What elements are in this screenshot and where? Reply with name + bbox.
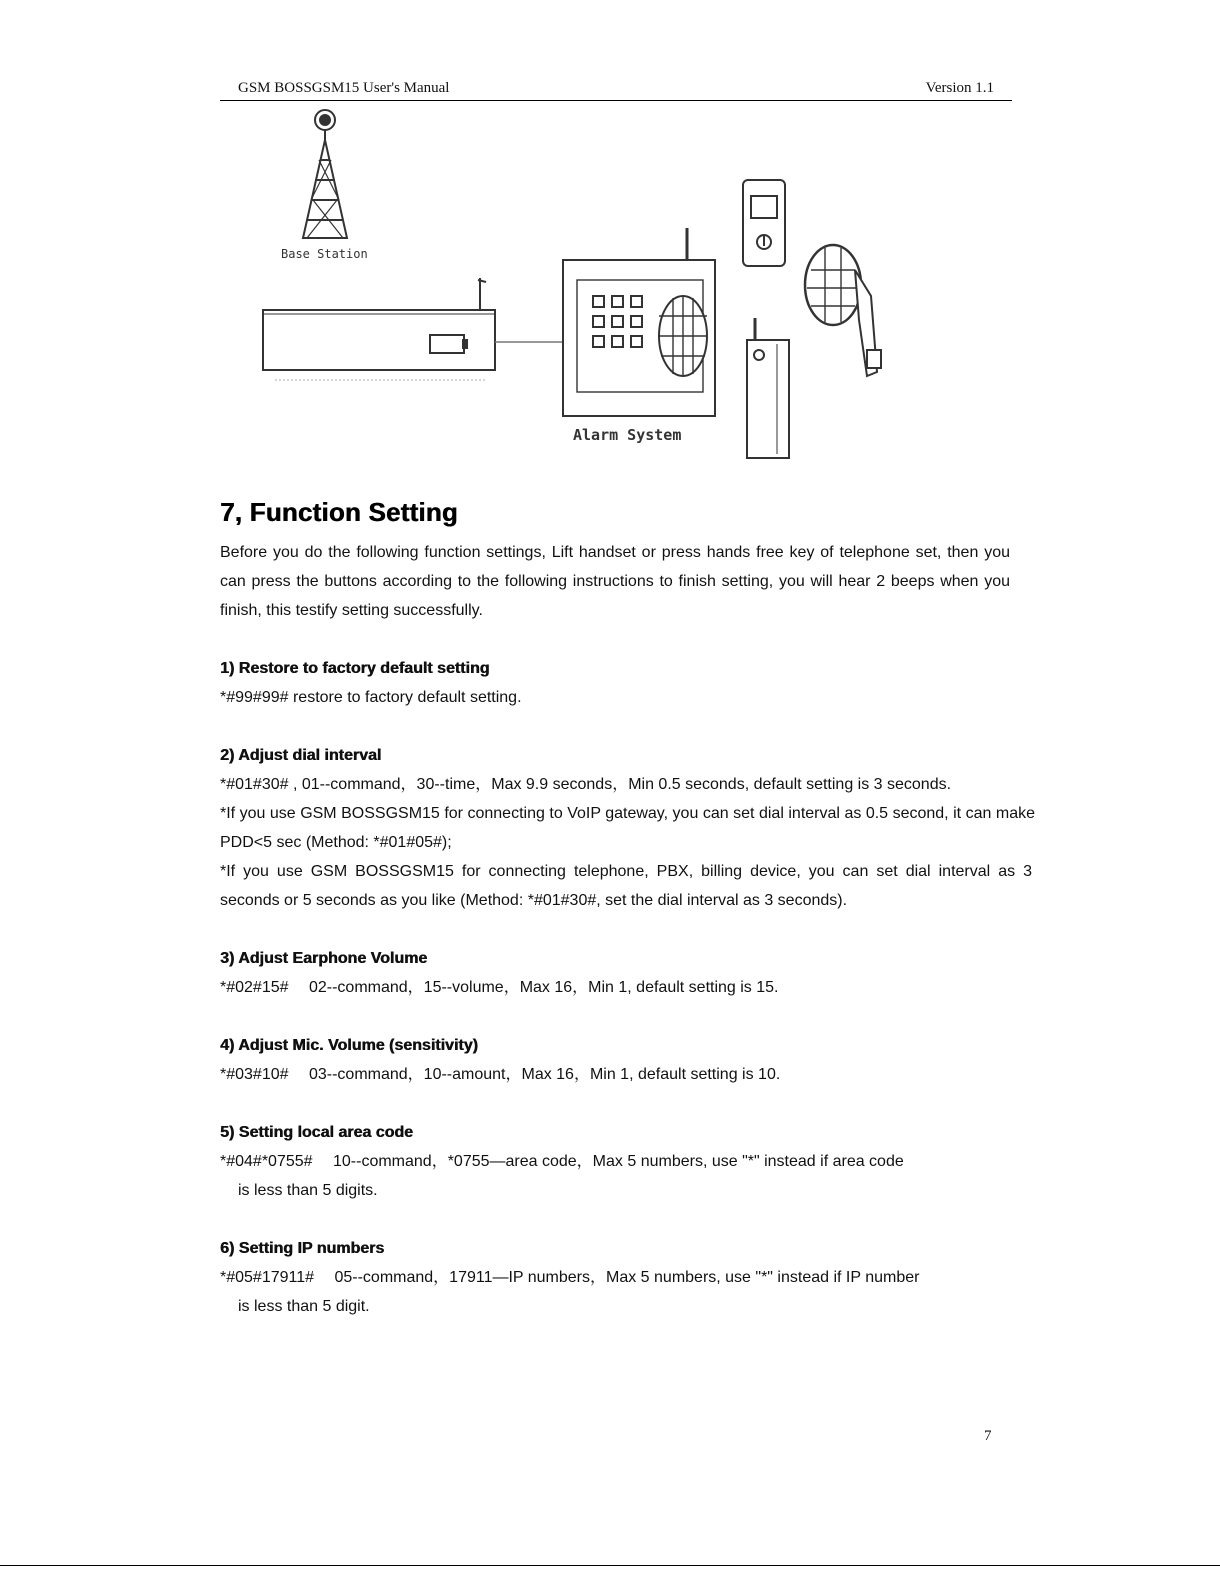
page-bottom-rule — [0, 1565, 1220, 1566]
base-station-tower-icon — [303, 110, 347, 238]
item-6-line: *#05#17911# 05--command，17911—IP numbers，Max 5 numbers, use "*" instead if IP number — [220, 1269, 920, 1286]
item-5-continuation: is less than 5 digits. — [238, 1182, 378, 1199]
item-6-text — [220, 1263, 1010, 1321]
item-3-heading: 3) Adjust Earphone Volume — [220, 950, 428, 967]
siren-icon — [805, 245, 881, 376]
page-header — [220, 78, 1012, 101]
item-6-heading: 6) Setting IP numbers — [220, 1240, 385, 1257]
document-body — [220, 492, 1040, 1321]
item-5-heading: 5) Setting local area code — [220, 1124, 413, 1141]
item-4-text: *#03#10# 03--command，10--amount，Max 16，Min 1, default setting is 10. — [220, 1066, 781, 1083]
item-3-text: *#02#15# 02--command，15--volume，Max 16，Min 1, default setting is 15. — [220, 979, 779, 996]
gsm-terminal-icon — [263, 278, 495, 380]
item-5-text — [220, 1147, 1010, 1205]
remote-control-icon — [743, 180, 785, 266]
item-1-heading: 1) Restore to factory default setting — [220, 660, 490, 677]
item-2-text-3: *If you use GSM BOSSGSM15 for connecting telephone, PBX, billing device, you can set dial interval as 3 seconds or 5 seconds as you like (Method: *#01#30#, set the dial interval as 3 seconds). — [220, 863, 1032, 909]
item-1-text: *#99#99# restore to factory default setting. — [220, 689, 522, 706]
item-5-line: *#04#*0755# 10--command，*0755—area code，Max 5 numbers, use "*" instead if area code — [220, 1153, 904, 1170]
alarm-panel-icon — [563, 228, 715, 416]
system-diagram — [255, 100, 915, 465]
base-station-label: Base Station — [281, 247, 368, 261]
item-2-text-2: *If you use GSM BOSSGSM15 for connecting to VoIP gateway, you can set dial interval as 0.5 second, it can make PDD<5 sec (Method: *#01#05#); — [220, 805, 1035, 851]
item-2-text-1: *#01#30# , 01--command，30--time，Max 9.9 seconds，Min 0.5 seconds, default setting is 3 seconds. — [220, 776, 952, 793]
header-version: Version 1.1 — [925, 80, 994, 96]
section-title: 7, Function Setting — [220, 497, 458, 527]
page-number: 7 — [984, 1428, 992, 1444]
door-sensor-icon — [747, 318, 789, 458]
item-2-heading: 2) Adjust dial interval — [220, 747, 382, 764]
header-manual-title: GSM BOSSGSM15 User's Manual — [238, 80, 450, 96]
intro-paragraph: Before you do the following function settings, Lift handset or press hands free key of telephone set, then you can press the buttons according to the following instructions to finish setting, you will hear 2 beeps when you finish, this testify setting successfully. — [220, 544, 1010, 619]
item-6-continuation: is less than 5 digit. — [238, 1298, 370, 1315]
item-4-heading: 4) Adjust Mic. Volume (sensitivity) — [220, 1037, 478, 1054]
alarm-system-label: Alarm System — [573, 426, 682, 444]
